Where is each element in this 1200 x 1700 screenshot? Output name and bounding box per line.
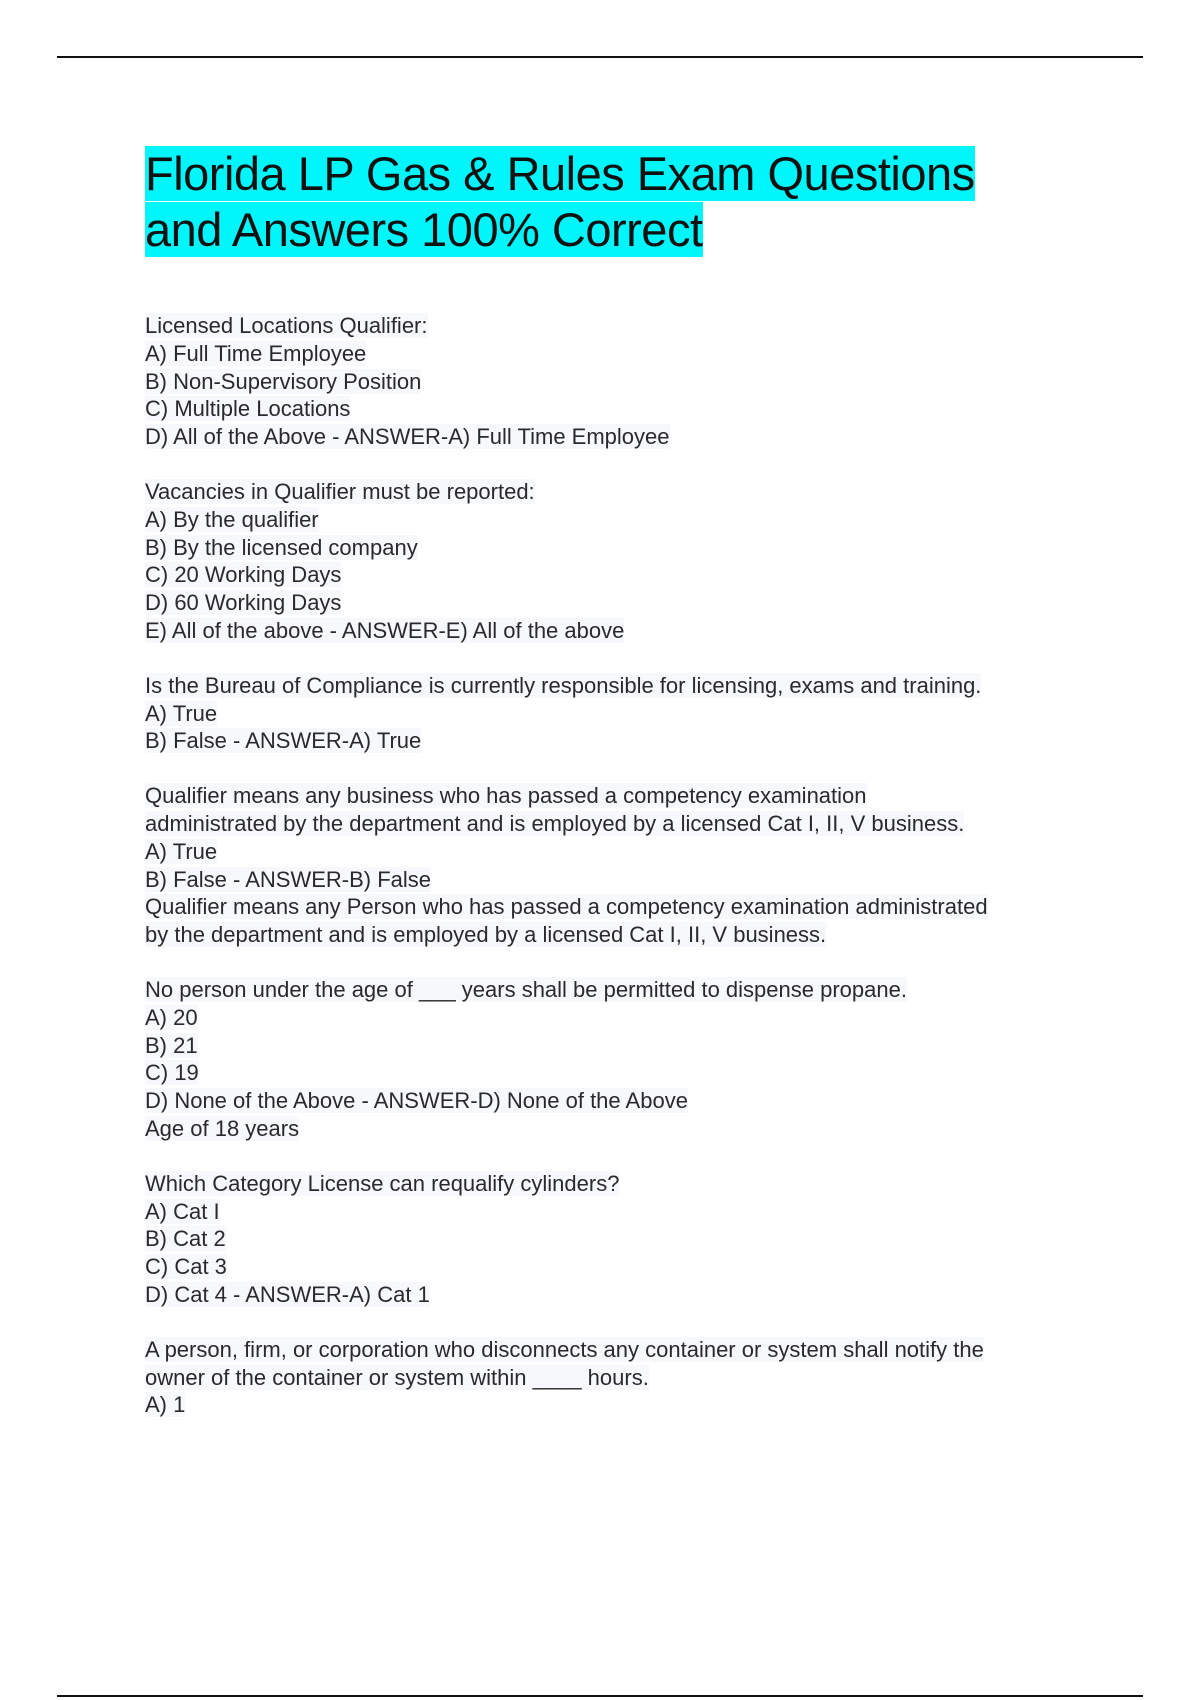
line-text: Is the Bureau of Compliance is currently responsible for licensing, exams and training. — [145, 672, 982, 698]
line-text: A) Full Time Employee — [145, 340, 367, 366]
line-text: Licensed Locations Qualifier: — [145, 313, 428, 338]
line-text: D) None of the Above - ANSWER-D) None of the Above — [145, 1088, 688, 1114]
line-text: A) By the qualifier — [145, 506, 319, 532]
line-text: Age of 18 years — [145, 1115, 300, 1141]
line-text: administrated by the department and is employed by a licensed Cat I, II, V business. — [145, 810, 965, 836]
question-line — [145, 1225, 1085, 1253]
question-line — [145, 423, 1085, 451]
question-text — [145, 782, 1085, 810]
line-text: by the department and is employed by a licensed Cat I, II, V business. — [145, 922, 827, 948]
line-text: B) By the licensed company — [145, 534, 418, 560]
line-text: B) Non-Supervisory Position — [145, 368, 422, 394]
question-block — [145, 1336, 1085, 1419]
line-text: Vacancies in Qualifier must be reported: — [145, 478, 535, 504]
question-text — [145, 1170, 1085, 1198]
question-text — [145, 976, 1085, 1004]
question-line — [145, 1059, 1085, 1087]
line-text: C) Multiple Locations — [145, 396, 351, 422]
question-line — [145, 1087, 1085, 1115]
page-bottom-rule — [57, 1695, 1143, 1697]
question-line — [145, 617, 1085, 645]
line-text: A person, firm, or corporation who disconnects any container or system shall notify the — [145, 1336, 984, 1362]
question-line — [145, 838, 1085, 866]
question-line — [145, 727, 1085, 755]
question-line — [145, 561, 1085, 589]
question-line — [145, 810, 1085, 838]
line-text: B) False - ANSWER-A) True — [145, 728, 422, 754]
question-line — [145, 589, 1085, 617]
document-title-highlight — [145, 146, 975, 257]
title-line-2: and Answers 100% Correct — [145, 203, 703, 256]
question-line — [145, 1364, 1085, 1392]
question-block — [145, 672, 1085, 755]
question-line — [145, 700, 1085, 728]
title-line-1: Florida LP Gas & Rules Exam Questions — [145, 147, 975, 200]
line-text: C) 20 Working Days — [145, 562, 342, 588]
line-text: D) 60 Working Days — [145, 590, 342, 616]
question-line — [145, 506, 1085, 534]
question-block — [145, 1170, 1085, 1309]
line-text: B) Cat 2 — [145, 1226, 226, 1252]
document-body — [145, 146, 1085, 1446]
question-block — [145, 312, 1085, 451]
question-line — [145, 340, 1085, 368]
line-text: Which Category License can requalify cylinders? — [145, 1170, 620, 1196]
question-block — [145, 782, 1085, 949]
question-line — [145, 921, 1085, 949]
line-text: B) False - ANSWER-B) False — [145, 866, 432, 892]
question-line — [145, 1281, 1085, 1309]
line-text: D) Cat 4 - ANSWER-A) Cat 1 — [145, 1281, 430, 1307]
document-title — [145, 146, 1085, 258]
question-line — [145, 1115, 1085, 1143]
question-line — [145, 893, 1085, 921]
question-line — [145, 368, 1085, 396]
question-line — [145, 1253, 1085, 1281]
line-text: A) True — [145, 838, 218, 864]
line-text: Qualifier means any business who has passed a competency examination — [145, 783, 867, 809]
question-line — [145, 866, 1085, 894]
line-text: A) 20 — [145, 1004, 198, 1030]
question-text — [145, 672, 1085, 700]
question-line — [145, 534, 1085, 562]
line-text: B) 21 — [145, 1032, 198, 1058]
line-text: No person under the age of ___ years shall be permitted to dispense propane. — [145, 976, 907, 1002]
page-top-rule — [57, 56, 1143, 58]
question-line — [145, 1391, 1085, 1419]
line-text: A) 1 — [145, 1392, 186, 1418]
line-text: A) True — [145, 700, 218, 726]
line-text: C) Cat 3 — [145, 1254, 227, 1280]
line-text: E) All of the above - ANSWER-E) All of the above — [145, 617, 625, 643]
line-text: D) All of the Above - ANSWER-A) Full Time Employee — [145, 424, 670, 450]
question-text — [145, 478, 1085, 506]
question-text — [145, 312, 1085, 340]
question-line — [145, 1004, 1085, 1032]
line-text: owner of the container or system within ____ hours. — [145, 1364, 649, 1390]
question-block — [145, 478, 1085, 645]
line-text: C) 19 — [145, 1060, 199, 1086]
question-list — [145, 312, 1085, 1419]
question-line — [145, 395, 1085, 423]
question-line — [145, 1032, 1085, 1060]
line-text: A) Cat I — [145, 1198, 220, 1224]
question-text — [145, 1336, 1085, 1364]
question-block — [145, 976, 1085, 1143]
line-text: Qualifier means any Person who has passed a competency examination administrated — [145, 894, 988, 920]
question-line — [145, 1198, 1085, 1226]
